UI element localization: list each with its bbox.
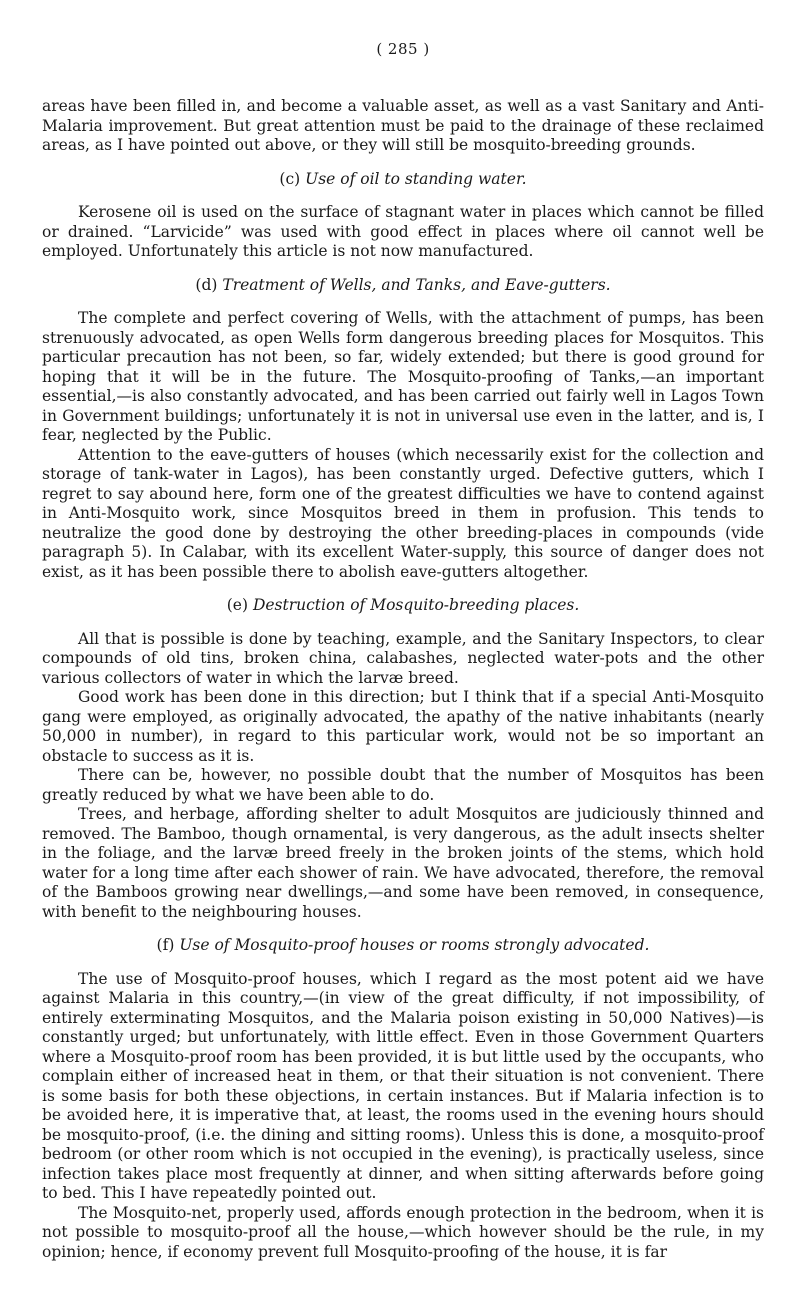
section-d-title: Treatment of Wells, and Tanks, and Eave-gutters. — [222, 275, 611, 294]
section-f-paragraph-1: The use of Mosquito-proof houses, which I regard as the most potent aid we have against Malaria in this country,—(in view of the great difficulty, if not impossibility, of entirely exterminating Mosquitos, and the Malaria poison existing in 50,000 Natives)—is constantly urged; but unfortunately, with little effect. Even in those Government Quarters where a Mosquito-proof room has been provided, it is but little used by the occupants, who complain either of increased heat in them, or that their situation is not convenient. There is some basis for both these objections, in certain instances. But if Malaria infection is to be avoided here, it is imperative that, at least, the rooms used in the evening hours should be mosquito-proof, (i.e. the dining and sitting rooms). Unless this is done, a mosquito-proof bedroom (or other room which is not occupied in the evening), is practically useless, since infection takes place most frequently at dinner, and when sitting afterwards before going to bed. This I have repeatedly pointed out. — [42, 969, 764, 1202]
section-f-title: Use of Mosquito-proof houses or rooms strongly advocated. — [179, 936, 650, 954]
section-c-paragraph-1: Kerosene oil is used on the surface of stagnant water in places which cannot be filled or drained. “Larvicide” was used with good effect in places where oil cannot well be employed. Unfortunately this article is not now manufactured. — [42, 203, 764, 260]
section-c-title: Use of oil to standing water. — [305, 169, 527, 188]
section-e-paragraph-4: Trees, and herbage, affording shelter to adult Mosquitos are judiciously thinned and removed. The Bamboo, though ornamental, is very dangerous, as the adult insects shelter in the foliage, and the larvæ breed freely in the broken joints of the stems, which hold water for a long time after each shower of rain. We have advocated, therefore, the removal of the Bamboos growing near dwellings,—and some have been removed, in consequence, with benefit to the neighbouring houses. — [42, 805, 764, 921]
section-e-paragraph-2: Good work has been done in this direction; but I think that if a special Anti-Mosquito gang were employed, as originally advocated, the apathy of the native inhabitants (nearly 50,000 in number), in regard to this particular work, would not be so important an obstacle to success as it is. — [42, 688, 764, 765]
section-d-paragraph-1: The complete and perfect covering of Wells, with the attachment of pumps, has been strenuously advocated, as open Wells form dangerous breeding places for Mosquitos. This particular precaution has not been, so far, widely extended; but there is good ground for hoping that it will be in the future. The Mosquito-proofing of Tanks,—an important essential,—is also constantly advocated, and has been carried out fairly well in Lagos Town in Government buildings; unfortunately it is not in universal use even in the latter, and is, I fear, neglected by the Public. — [42, 309, 764, 444]
section-c-letter: (c) — [279, 169, 301, 188]
section-e-title: Destruction of Mosquito-breeding places. — [252, 596, 580, 614]
section-e-letter: (e) — [226, 596, 248, 614]
section-e-paragraph-3: There can be, however, no possible doubt that the number of Mosquitos has been greatly reduced by what we have been able to do. — [42, 766, 764, 804]
section-f-heading — [42, 936, 764, 956]
section-d-letter: (d) — [195, 275, 218, 294]
page-number: ( 285 ) — [376, 40, 430, 58]
intro-paragraph: areas have been filled in, and become a valuable asset, as well as a vast Sanitary and Anti-Malaria improvement. But great attention must be paid to the drainage of these reclaimed areas, as I have pointed out above, or they will still be mosquito-breeding grounds. — [42, 97, 764, 154]
section-f-paragraph-2: The Mosquito-net, properly used, affords enough protection in the bedroom, when it is not possible to mosquito-proof all the house,—which however should be the rule, in my opinion; hence, if economy prevent full Mosquito-proofing of the house, it is far — [42, 1203, 764, 1261]
document-page — [42, 0, 764, 1262]
section-d-heading — [42, 276, 764, 296]
section-e-paragraph-1: All that is possible is done by teaching, example, and the Sanitary Inspectors, to clear compounds of old tins, broken china, calabashes, neglected water-pots and the other various collectors of water in which the larvæ breed. — [42, 629, 764, 687]
section-e-heading — [42, 596, 764, 616]
section-d-paragraph-2: Attention to the eave-gutters of houses (which necessarily exist for the collection and storage of tank-water in Lagos), has been constantly urged. Defective gutters, which I regret to say abound here, form one of the greatest difficulties we have to contend against in Anti-Mosquito work, since Mosquitos breed in them in profusion. This tends to neutralize the good done by destroying the other breeding-places in compounds (vide paragraph 5). In Calabar, with its excellent Water-supply, this source of danger does not exist, as it has been possible there to abolish eave-gutters altogether. — [42, 445, 764, 581]
section-f-letter: (f) — [156, 936, 175, 954]
section-c-heading — [42, 170, 764, 190]
